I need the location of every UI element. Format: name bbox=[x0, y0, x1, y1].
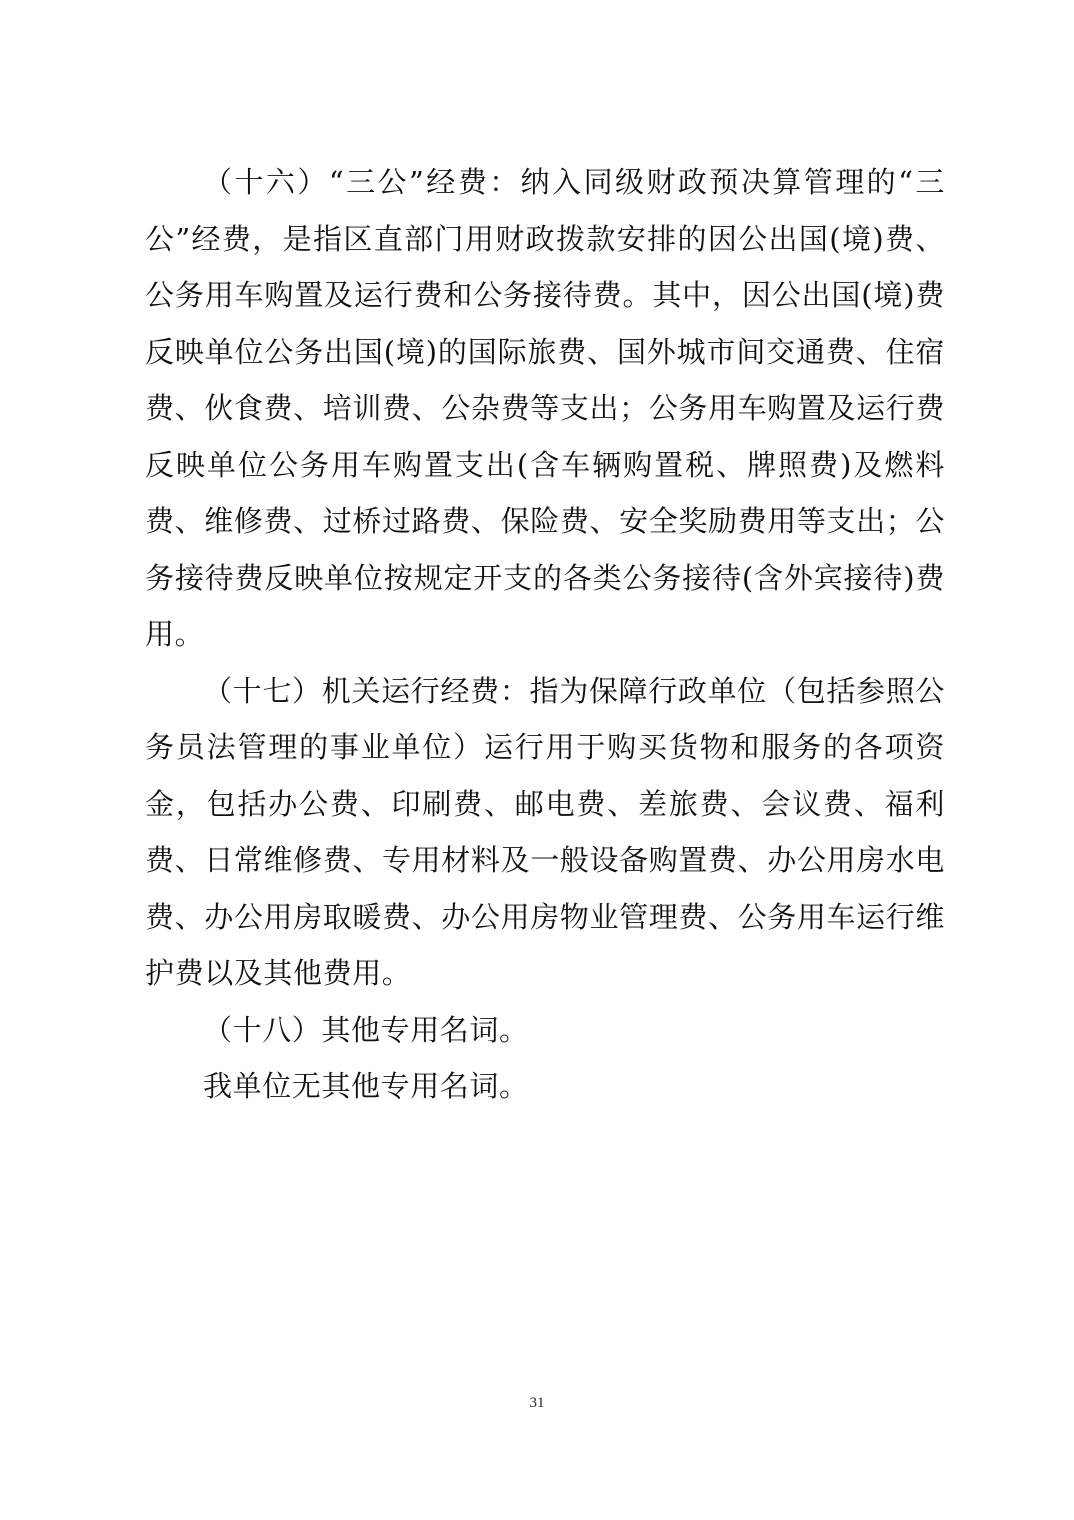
paragraph-san-gong-funds: （十六）“三公”经费：纳入同级财政预决算管理的“三公”经费，是指区直部门用财政拨款安排的因公出国(境)费、公务用车购置及运行费和公务接待费。其中，因公出国(境)费反映单位公务出国(境)的国际旅费、国外城市间交通费、住宿费、伙食费、培训费、公杂费等支出；公务用车购置及运行费反映单位公务用车购置支出(含车辆购置税、牌照费)及燃料费、维修费、过桥过路费、保险费、安全奖励费用等支出；公务接待费反映单位按规定开支的各类公务接待(含外宾接待)费用。 bbox=[145, 165, 945, 651]
paragraph-other-terms-note: 我单位无其他专用名词。 bbox=[203, 1069, 529, 1103]
page-number: 31 bbox=[529, 1395, 545, 1411]
document-body bbox=[145, 154, 945, 1115]
paragraph-operating-funds: （十七）机关运行经费：指为保障行政单位（包括参照公务员法管理的事业单位）运行用于购买货物和服务的各项资金，包括办公费、印刷费、邮电费、差旅费、会议费、福利费、日常维修费、专用材料及一般设备购置费、办公用房水电费、办公用房取暖费、办公用房物业管理费、公务用车运行维护费以及其他费用。 bbox=[145, 673, 945, 990]
paragraph-other-terms-heading: （十八）其他专用名词。 bbox=[203, 1012, 529, 1047]
